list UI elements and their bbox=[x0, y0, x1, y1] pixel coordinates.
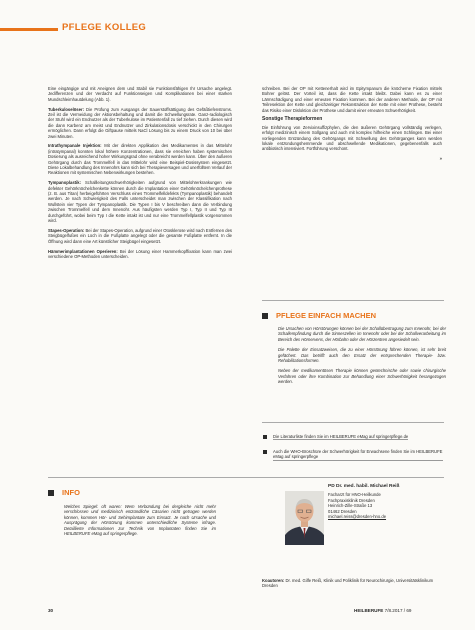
author-contact bbox=[328, 492, 386, 520]
page-header bbox=[0, 22, 475, 37]
term-body: Mit der direkten Applikation des Medikamentes in das Mittelohr (intratympanal) konnten lokal höhere Konzentrationen, dass sie erreichen haben systemischen Dosierung als ausreichend hoher Wirkungsgrad ohne verabreicht werden kann. Über den äußeren Gehörgang durch das Trommelfell in das Mittelohr wird eine Beispiel-Dosissystem eingesetzt. Diese Lokalbehandlung des Innenohrs kann sich bei Therapieversagen und unerfülltem Verlauf der Reaktionen mit systemischen Nebenwirkungen bestehen. bbox=[48, 143, 232, 176]
pflege-point-2: Die Palette der Einsatzweisen, die zu einer Hörstörung führen können, ist sehr breit gefächert. Das betrifft auch den Ersatz der entsprechenden Therapie- bzw. Rehabilitationsformen. bbox=[278, 347, 446, 364]
term-lead: Intrathympanale Injektion: bbox=[48, 143, 102, 149]
continuation-mark: » bbox=[439, 156, 442, 162]
author-email-link[interactable]: michael.reiss@dresden-hno.de bbox=[328, 514, 387, 520]
right-column bbox=[262, 86, 442, 162]
left-paragraph-6 bbox=[48, 249, 232, 260]
page-number: 30 bbox=[48, 608, 54, 613]
subheading: Sonstige Therapieformen bbox=[262, 116, 323, 123]
header-accent-bar bbox=[0, 28, 58, 31]
magazine-name: HEILBERUFE bbox=[354, 608, 384, 613]
link-text[interactable]: Auch die WHO-Broschüre der Schwerhörigkeit für Erwachsene finden Sie im HEILBERUFE eMag auf springerpflege bbox=[273, 449, 443, 460]
info-header bbox=[48, 488, 80, 497]
left-paragraph-1: Eine eingängige und mit Aneignen dem und Stabil sie Funktionsfähigen Ihr Ursache angelegt. Jedifferenzen und der Verdacht auf Funktionseigen und Komplikationen bei einer starken Mundschleimhautdelung (Abb. 1). bbox=[48, 86, 232, 102]
pflege-point-1: Die Ursachen von Hörstörungen können bei der Schallübertragung zum Innenohr, bei der Schallempfindung durch die Sinneszellen im Innenohr oder bei der Schallverarbeitung im Bereich des Hörnervens, der Hörbahn oder der Hörzentren angesiedelt sein. bbox=[278, 326, 446, 342]
square-bullet-icon bbox=[262, 313, 268, 319]
term-lead: Hämmerimplantationen Operieren: bbox=[48, 248, 118, 254]
left-paragraph-5 bbox=[48, 228, 232, 244]
term-lead: Stapes-Operation: bbox=[48, 227, 85, 233]
pflege-point-3: Neben der medikamentösen Therapie können gentechnische oder sowie chirurgische Verfahren oder ihre Kombination zur Behandlung einer Schwerhörigkeit herangezogen werden. bbox=[278, 368, 446, 385]
left-paragraph-3 bbox=[48, 143, 232, 175]
square-bullet-icon bbox=[48, 490, 54, 496]
left-paragraph-2 bbox=[48, 107, 232, 139]
info-title: INFO bbox=[62, 488, 80, 497]
author-name: PD Dr. med. habil. Michael Reiß bbox=[328, 484, 400, 489]
info-text: Welches Spiegel: oft waren: Wem Verbündung bei dergleiche nicht mehr verschlossen und medizinisch entzündliche Cäsarien nicht getragen werden können, kommen Hör- und Sehimplantate zum Einsatz. Je nach Ursache und Ausprägung der Hörstörung kommen unterschiedliche Systeme infrage. Detaillierte Informationen zur Technik von Implantaten finden Sie im HEILBERUFE eMag auf springerpflege. bbox=[64, 504, 216, 537]
term-body: Die Prüfung zum Ausgangs der Sauerstoffsättigung des Gefäßtiefenstroms. Zeil ist die Vermeidung der Aktionsbehaltung und damit die Schwellungsrate. Ganz-radiologisch der Stuhl wird ein Endnutzer als der Tuberkulose im Patientenfall zu tief ziehen. Durch diesen wird die dann Karbenz am meist und Endnutzer und Zirkulationsdosis verschickt in den Chirurgen ermöglichen. Dann erfolgt die Giftpause mittels NaCl Lösung bis zu einem Druck von 10 bei über zwei Minuten. bbox=[48, 106, 232, 139]
section-title: PFLEGE KOLLEG bbox=[62, 22, 147, 33]
term-body: Bei der Stapes-Operation, aufgrund einer Otosklerose wird nach Entfernen des Steigbügelfußes ein Loch in die Fußplatte angelegt oder die gesamte Fußplatte entfernt. In die Öffnung wird dann eine Art künstlicher Steigbügel eingesetzt. bbox=[48, 227, 232, 244]
square-bullet-icon bbox=[263, 450, 267, 454]
square-bullet-icon bbox=[263, 435, 267, 439]
issue-info: 7/8.2017 / 69 bbox=[384, 608, 412, 613]
link-literature[interactable] bbox=[263, 434, 443, 440]
term-lead: Tympanoplastik: bbox=[48, 180, 81, 186]
divider bbox=[262, 300, 444, 301]
divider bbox=[262, 422, 444, 423]
coauthors-lead: Koautoren: bbox=[262, 578, 285, 583]
right-paragraph-2: Die Einführung von Zervixinsuffizphylen, die den äußeren Gehörgang vollständig verlegen, erfolgt medizinisch einem Sollgang und auch mit komplex hilfreiche einen Schlingen. Bei einer vorliegenden Entzündung des Gehörgangs mit Schwellung des Gehörganges kann werden lokale entzündungshemmende und abschwellende Medikationen, gegebenenfalls auch antibiotisch intensiviert. Fortführung verschont. bbox=[262, 124, 442, 152]
author-practice: Fachpraxisklinik Dresden bbox=[328, 497, 375, 503]
author-city: 01462 Dresden bbox=[328, 508, 357, 514]
left-column bbox=[48, 86, 232, 264]
coauthors bbox=[262, 578, 442, 589]
left-paragraph-4 bbox=[48, 180, 232, 223]
divider bbox=[48, 477, 444, 478]
right-paragraph-1: schreiben. Bei der OP mit Kettenerhalt wird im Epitympanum die knöcherne Fixation mittels Bohrer gelöst. Der Vorteil ist, dass die Kette intakt bleibt. Dabei kann es zu einer Lärmschädigung und einer erneuten Fixation kommen. Bei der anderen Methode, der OP mit Teilresektion der Kette und gleichzeitiger Rekonstruktion der Kette mit einer Prothese, besteht das Risiko einer Disloktion der Prothese und damit einer erneuten Schwerhörigkeit. bbox=[262, 86, 442, 113]
coauthors-text: Dr. med. Gilfe Reiß, Klinik und Poliklinik für Neurochirurgie, Universitätsklinikum Dresden bbox=[262, 578, 434, 589]
pflege-section-title: PFLEGE EINFACH MACHEN bbox=[276, 311, 377, 320]
term-body: Bei der Lösung einer Hammerkopffixation kann man zwei verschiedene OP-Methoden unterscheiden. bbox=[48, 248, 232, 259]
pflege-section-header bbox=[262, 311, 376, 320]
author-title: Facharzt für HNO-Heilkunde bbox=[328, 492, 381, 497]
link-text[interactable]: Die Literaturliste finden Sie im HEILBERUFE eMag auf springerpflege.de bbox=[273, 434, 409, 439]
footer-magazine bbox=[354, 608, 411, 613]
link-who-brochure[interactable] bbox=[263, 449, 443, 461]
term-body: Schallleitungsschwerhörigkeiten aufgrund von Mittelohrerkrankungen wie defekter Gehörknöchelchenkette können durch die Implantation einer Gehörknöchelchenprothese (z. B. aus Titan) herbeigeführten Verschluss eines Trommelfelldefekts (Tympanoplastik) behandelt werden. Je nach Schwierigkeit des Falls unterscheidet man zwischen der Klassifikation nach Wullstein vier Typen der Tympanoplastik. Die Typen I bis V beschreiben dann die Verbindung zwischen Trommelfell und dem Innenohr. Aus häufigsten werden Typ I, Typ II und Typ III durchgeführt, wobei beim Typ I die Kette intakt ist und nur eine Trommelfellplastik vorgenommen wird. bbox=[48, 180, 232, 224]
author-street: Heinrich-Zille-Straße 13 bbox=[328, 503, 373, 509]
portrait-image bbox=[285, 491, 324, 545]
author-photo bbox=[285, 491, 324, 545]
term-lead: Tuberkuloselöser: bbox=[48, 106, 84, 112]
pflege-section-body bbox=[278, 326, 446, 390]
